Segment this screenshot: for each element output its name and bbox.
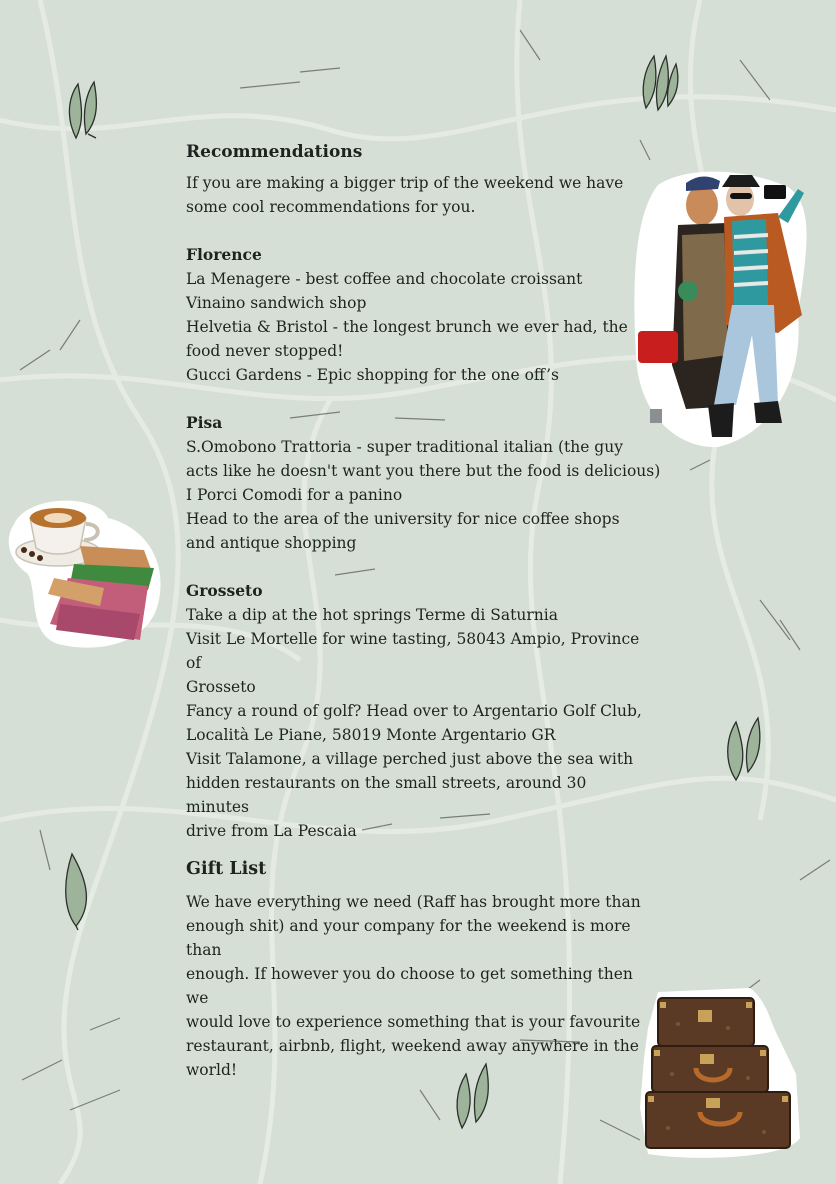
coffee-sandwich-sticker [8,494,168,654]
list-item: food never stopped! [186,342,344,360]
list-item: La Menagere - best coffee and chocolate croissant [186,270,583,288]
leaf-icon [636,50,684,114]
leaf-icon [722,712,766,784]
leaf-icon [62,78,102,142]
section-heading-grosseto: Grosseto [186,581,263,600]
paragraph-line: enough. If however you do choose to get something then we [186,965,633,1007]
list-item: Head to the area of the university for nice coffee shops [186,510,620,528]
list-item: Take a dip at the hot springs Terme di Saturnia [186,606,558,624]
intro-line: If you are making a bigger trip of the weekend we have [186,174,624,192]
intro-line: some cool recommendations for you. [186,198,476,216]
list-item: Località Le Piane, 58019 Monte Argentario GR [186,726,556,744]
list-item: S.Omobono Trattoria - super traditional italian (the guy [186,438,623,456]
couple-selfie-sticker [628,165,814,450]
list-item: and antique shopping [186,534,357,552]
content-column [186,140,661,1082]
paragraph-line: enough shit) and your company for the weekend is more than [186,917,631,959]
paragraph-line: We have everything we need (Raff has brought more than [186,893,641,911]
paragraph-line: world! [186,1061,238,1079]
list-item: Visit Le Mortelle for wine tasting, 58043 Ampio, Province of [186,630,640,672]
section-heading-pisa: Pisa [186,413,223,432]
leaf-icon [60,848,100,932]
luggage-trunks-sticker [638,988,802,1162]
section-heading-florence: Florence [186,245,262,264]
list-item: Fancy a round of golf? Head over to Argentario Golf Club, [186,702,642,720]
paragraph-line: restaurant, airbnb, flight, weekend away anywhere in the [186,1037,639,1055]
list-item: acts like he doesn't want you there but the food is delicious) [186,462,661,480]
list-item: drive from La Pescaia [186,822,357,840]
gift-list-heading: Gift List [186,859,267,879]
list-item: Visit Talamone, a village perched just above the sea with [186,750,634,768]
list-item: Helvetia & Bristol - the longest brunch we ever had, the [186,318,628,336]
list-item: Vinaino sandwich shop [186,294,367,312]
list-item: I Porci Comodi for a panino [186,486,403,504]
paragraph-line: would love to experience something that is your favourite [186,1013,641,1031]
recommendations-heading: Recommendations [186,142,363,162]
list-item: Gucci Gardens - Epic shopping for the one off’s [186,366,559,384]
list-item: Grosseto [186,678,256,696]
list-item: hidden restaurants on the small streets, around 30 minutes [186,774,587,816]
